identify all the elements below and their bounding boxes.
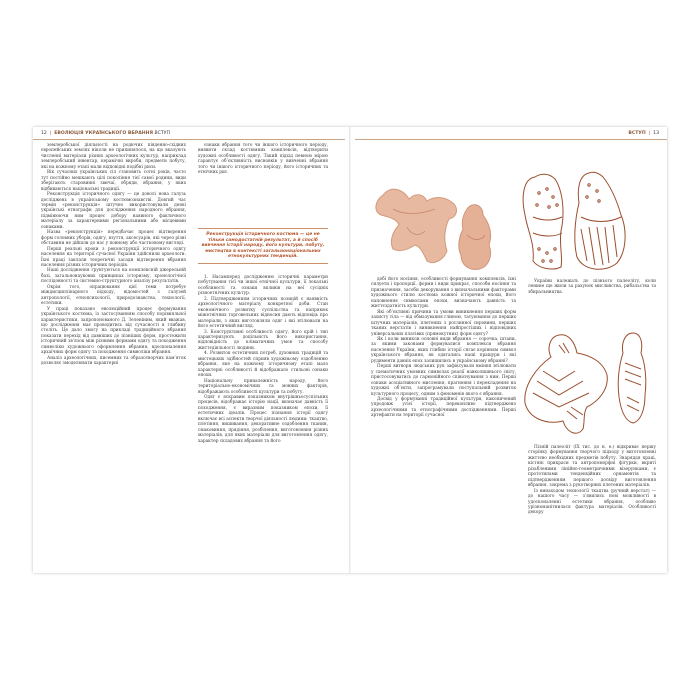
paragraph: Як і коли виникли основні види вбрання — сорочка, штани, за якими законами формувалися комплекси вбрання населення України, яких глибин історії сягає корінням символ українського вбрання, як одягались наші пращури і які рудименти давніх епох залишились в українському вбранні? — [371, 336, 516, 364]
pull-quote-text: Реконструкція історичного костюма — це не тільки самодостатній результат, а й спосіб вивчення історії народу, його культури, побуту, мистецтва в контексті загальнонаціональних етнокультурних тенденцій. — [201, 232, 325, 260]
paragraph: Перші витвори людських рук зафіксували вміння втілювати у схематичних умовних символах реалії навколишнього світу, пристосовуватись до гармонійного співіснування з ним. Перші ознаки асоціативного мислення, прагнення і перекладення на художні об’єкти, запрограмували поступальний розвиток культурного процесу, одним з феноменів якого є вбрання. — [371, 364, 516, 397]
paragraph: Назва «реконструкція» передбачає процес відтворення форм головних уборів, одягу, взуття, аксесуарів, які через різні обставини не дійшли до нас у повному або частковому вигляді. — [41, 230, 186, 247]
paragraph: Досвід у формуванні традиційної культури, накопичений упродовж усієї історії, переконливо підтверджено археологічними та етнографічними дослідженнями. Перші артефакти на території сучасної — [371, 396, 516, 419]
pull-quote — [198, 228, 328, 264]
right-header-rule — [355, 139, 667, 140]
right-page-column-2-bottom — [528, 445, 656, 516]
paragraph: 2. Підтвердженням історичних позицій є наявність археологічного матеріалу конкретної доби. Стан економічного розвитку суспільства та напрямок міжетнічних торговельних відносин дають відповідь про матеріали, з яких виготовляли одяг і які втілювали на його естетичний вигляд. — [198, 296, 328, 330]
left-section-name: ВСТУП — [154, 131, 170, 136]
paragraph: Вік сучасних українських сіл становить сотні років, часто тут постійно мешкають цілі покоління тієї самої родини, види зберігають старовинні звичаї, обряди, вбрання, у яких відбиваються національні традиції. — [41, 170, 186, 192]
ornamented-figurine-drawing-4 — [618, 333, 646, 423]
paragraph: України належать до пізнього палеоліту, коли ленине ще жили за рахунок мисливства, рибальства та збиральництва. — [528, 279, 656, 295]
paragraph: Із винаходом технології ткацтва (ручний верстат) — до нашого часу — з’явились нові можливості в удосконаленні естетики вбрання, особливо урізноманітнилася фактура матеріалів. Особливості декору — [528, 488, 656, 516]
book-spread — [33, 127, 667, 573]
paragraph: 3. Конструктивні особливості одягу, його крій і тип характеризують доцільність його використання, відповідність до кліматичних умов та способу життєдіяльності людини. — [198, 329, 328, 351]
paragraph: Реконструкція історичного одягу — це доволі нова галузь досліджень в українському костюмознавстві. Довгий час термін «реконструкція» штучно використовували деякі українські етнографи для дослідження народного вбрання, підмінюючи ним процес добору наявного фактичного матеріалу за характерними регіональними або місцевими ознаками. — [41, 192, 186, 230]
left-page-column-1 — [41, 143, 186, 367]
ornamented-figurine-drawing-1 — [523, 174, 563, 269]
left-page-column-2-top — [198, 143, 328, 176]
paragraph: Одяг є яскравим показником внутрішньосуспільних процесів, відображає історію нації, визначає давність її походження, є виразним показником епохи, її естетичних ідеалів. Процес пізнання історії одягу включає всі аспекти творчої діяльності людини: ткацтво, плетіння, вишивання, декоративне оздоблення тканин, смаковиння, прядіння, розбілення, виготовлення різних матеріалів, для яких матеріали для виготовлення одягу, характер складових вбрання та його — [198, 394, 328, 444]
right-page-column-1 — [371, 277, 516, 419]
ornamented-figurine-drawing-3 — [525, 335, 607, 433]
left-page-column-2-bottom — [198, 275, 328, 444]
clay-figurine-2 — [459, 205, 491, 270]
left-page-number: 12 — [41, 131, 47, 136]
paragraph: 4. Розвиток естетичних потреб, духовних традицій та мистецьких здібностей сприяв художньому оздобленню вбрання, яке на кожному історичному етапі мало характерні особливості й відображало стильові ознаки епохи. — [198, 351, 328, 379]
right-page-column-2-top — [528, 279, 656, 295]
paragraph: Перші реальні кроки з реконструкції історичного одягу населення на території сучасної України здійснили археологи. Їхні праці заклали теоретичні засади відтворення вбрання населення різних історичних періодів. — [41, 246, 186, 268]
left-header-rule — [33, 139, 345, 140]
right-section-name: ВСТУП — [628, 131, 646, 136]
clay-figurine-1 — [376, 189, 457, 262]
paragraph: добі його носіння, особливості формування комплексів, їхні силуети і пропорції, форми і види прикрас, способи носіння та призначення, засоби декорування з визначальними факторами художнього стилю костюма кожної історичної епохи, його наповнення символами епохи, визначають давність та життєздатність культури. — [371, 277, 516, 310]
paragraph: У праці показано еволюційний процес формування українського костюма, із застосуванням способу порівняльної характеристики, запропонованого Д. Зеленіним, який вважав, що дослідження має проводитись від сучасності в глибину століть. Це дало змогу на прикладі традиційного вбрання показати перехід від давніших до пізніших форм, простежити історичний зв’язок між різними формами одягу та походження символіки художнього оформлення вбрання, вдосконалення архаїчних форм одягу та походження символіки вбрання. — [41, 306, 186, 356]
paragraph: 1. Насамперед дослідженню історичні параметри побутування тієї чи іншої етнічної культури, її локальні особливості та ознаки впливів на неї сусідніх різноетнічних культур. — [198, 275, 328, 297]
paragraph: Окрім того, опрацювання цієї теми потребує міждисциплінарного підходу, відомостей з галузей антропології, етнопсихології, природознавства, технології, естетики. — [41, 284, 186, 307]
ornamented-figurine-drawing-2 — [575, 172, 625, 269]
paragraph: Аналіз археологічних, писемних та образотворчих пам’яток дозволяє змоделювати характерні — [41, 355, 186, 367]
right-running-header: ВСТУП | 13 — [628, 131, 659, 136]
paragraph: Пізній палеоліт (ІХ тис. до н. е.) відкриває першу сторінку формування творчого підходу у виготовленні життєво необхідних предметів побуту. Знаряддя праці, кістяні прикраси та антропоморфні фігурки, вкриті різьбленими лінійно-геометричними візерунками, є прототипами тенденційних орнаментів та підтвердженням першого досвіду виготовлення вбрання, зокрема з рукотворних плетених матеріалів. — [528, 445, 656, 489]
paragraph: Наші дослідження ґрунтуються на комплексній джерельній базі, загальнонаукових принципах історизму, хронологічної послідовності та системно-структурного аналізу результатів. — [41, 268, 186, 285]
paragraph: ознаки вбрання того чи іншого історичного періоду, виявити склад костюмних комплексів, відтворити художні особливості одягу. Такий підхід певною мірою гарантує об’єктивність висновків у вивченні вбрання того чи іншого історичного періоду, його історичних та етнічних рис. — [198, 143, 328, 176]
left-book-title: ЕВОЛЮЦІЯ УКРАЇНСЬКОГО ВБРАННЯ — [54, 131, 154, 136]
paragraph: землеробської діяльності на родючих південно-східних європейських землях ніколи не припинялося, на що вказують численні матеріали різних археологічних культур, наприклад землеробський інвентар, керамічні вироби, предмети побуту, які на кожному етапі мали відповідні подібні риси. — [41, 143, 186, 170]
paragraph: Які об’єктивні причини та умови виникнення перших форм захисту тіла — від обмазування глиною, татуювання до перших штучних матеріалів, плетених з рослинної сировини, перших тканих верстатів і виникнення найпростіших і відповідних універсальних платівих (прямокутних) форм одягу? — [371, 309, 516, 337]
left-running-header: 12 | ЕВОЛЮЦІЯ УКРАЇНСЬКОГО ВБРАННЯ ВСТУП — [41, 131, 170, 136]
right-page-number: 13 — [653, 131, 659, 136]
paragraph: Національну приналежність народу, його територіально-економічних та мовних факторів, відображають особливості культури та побуту. — [198, 378, 328, 395]
gutter — [349, 127, 351, 573]
